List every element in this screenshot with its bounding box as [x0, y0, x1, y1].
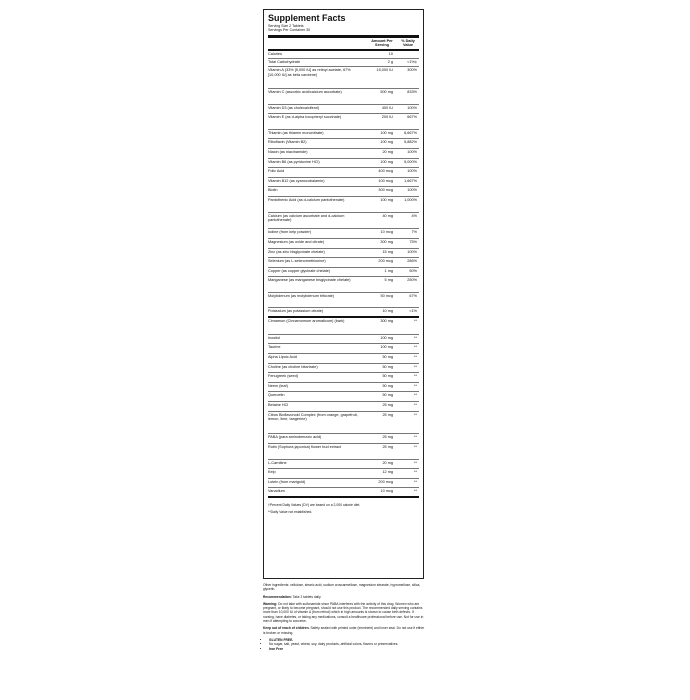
panel-title: Supplement Facts [268, 13, 346, 23]
table-row [268, 460, 419, 470]
amount-header: Amount Per Serving [371, 38, 393, 48]
table-row [268, 197, 419, 213]
nutrient-amount: 10 mcg [380, 489, 393, 494]
nutrient-name: Vitamin C (ascorbic acid/calcium ascorbate) [268, 90, 342, 94]
nutrient-amount: 50 mg [382, 393, 393, 398]
nutrient-name: Potassium (as potassium citrate) [268, 309, 324, 314]
table-row [268, 229, 419, 239]
nutrient-name: Inositol [268, 335, 281, 340]
nutrient-amount: 2 g [387, 60, 393, 65]
nutrient-amount: 20 mg [382, 149, 393, 154]
table-row [268, 354, 419, 364]
feature-item: • No sugar, salt, yeast, wheat, soy, dairy products, artificial colors, flavors or preservatives. [269, 642, 426, 646]
nutrient-amount: 50 mg [382, 383, 393, 388]
nutrient-name: Choline (as choline bitartrate) [268, 364, 318, 369]
nutrient-dv: ** [414, 374, 417, 379]
nutrient-name: Rutin (Sophora japonica) flower bud extract [268, 445, 342, 450]
nutrient-amount: 100 mcg [378, 178, 393, 183]
nutrient-name: Betaine HCl [268, 403, 289, 408]
servings-per-container: Servings Per Container 30 [268, 28, 311, 33]
nutrient-dv: 6,667% [404, 130, 417, 135]
table-row [268, 149, 419, 159]
nutrient-dv: ** [414, 470, 417, 475]
table-row [268, 114, 419, 130]
footnote-not-established: **Daily Value not established. [268, 510, 313, 515]
nutrient-amount: 15,000 IU [376, 68, 393, 73]
nutrient-name: Biotin [268, 188, 278, 193]
table-row [268, 130, 419, 140]
nutrient-name: Thiamin (as thiamin mononitrate) [268, 130, 324, 135]
nutrient-amount: 100 mg [380, 335, 393, 340]
table-row [268, 293, 419, 309]
nutrient-amount: 100 mg [380, 345, 393, 350]
table-row [268, 159, 419, 169]
table-row [268, 105, 419, 115]
nutrient-dv: 75% [409, 239, 417, 244]
nutrient-name: Zinc (as zinc bisglycinate chelate) [268, 249, 325, 254]
table-row [268, 383, 419, 393]
nutrient-name: Cinnamon (Cinnamomum aromaticum) (bark) [268, 319, 345, 324]
nutrient-amount: 300 mcg [378, 188, 393, 193]
nutrient-dv: 667% [407, 115, 417, 120]
nutrient-amount: 100 mg [380, 130, 393, 135]
nutrient-amount: 200 mcg [378, 259, 393, 264]
nutrient-name: L-Carnitine [268, 460, 287, 465]
nutrient-dv: ** [414, 364, 417, 369]
nutrient-amount: 50 mcg [380, 293, 393, 298]
nutrient-name: Vanadium [268, 489, 285, 494]
nutrient-dv: 100% [407, 149, 417, 154]
nutrient-dv: ** [414, 445, 417, 450]
nutrient-name: Riboflavin (Vitamin B2) [268, 140, 307, 145]
nutrient-amount: 1 mg [384, 268, 393, 273]
table-row [268, 139, 419, 149]
nutrient-table [268, 51, 419, 498]
nutrient-dv: 100% [407, 188, 417, 193]
nutrient-dv: ** [414, 412, 417, 417]
nutrient-amount: 40 mg [382, 213, 393, 218]
keep-out-of-reach: Keep out of reach of children. Safety sealed with printed outer (imminent) and inner seal. Do not use if either is broken or missing. [263, 626, 425, 635]
nutrient-name: Taurine [268, 345, 281, 350]
nutrient-dv: ** [414, 355, 417, 360]
nutrient-dv: ** [414, 479, 417, 484]
table-row [268, 434, 419, 444]
nutrient-dv: 100% [407, 249, 417, 254]
nutrient-dv: ** [414, 403, 417, 408]
nutrient-name: Vitamin E (as d-alpha tocopheryl succinate) [268, 115, 342, 120]
nutrient-amount: 10 [388, 51, 393, 56]
nutrient-dv: 1,000% [404, 197, 417, 202]
warning: Warning: Do not take with sulfonamide since PABA interferes with the activity of this drug. Women who are pregnant, or likely to become pregnant, should not use this product. The recommended daily serving contains more than 10,000 IU of vitamin A (from retinol) which in high amounts is shown to cause birth defects. If nursing, have diabetes, or taking any medications, consult a healthcare professional before use. Not for use in men if attempting to conceive. [263, 601, 424, 624]
table-row [268, 469, 419, 479]
nutrient-dv: <1%‡ [407, 60, 417, 65]
nutrient-name: Neem (leaf) [268, 383, 288, 388]
table-row [268, 67, 419, 89]
nutrient-amount: 200 mcg [378, 479, 393, 484]
nutrient-amount: 15 mg [382, 249, 393, 254]
nutrient-dv: 100% [407, 105, 417, 110]
nutrient-dv: 1,667% [404, 178, 417, 183]
table-row [268, 277, 419, 293]
nutrient-dv [395, 51, 419, 58]
nutrient-name: Niacin (as niacinamide) [268, 149, 308, 154]
nutrient-name: Lutein (from marigold) [268, 479, 306, 484]
nutrient-amount: 5 mg [384, 278, 393, 283]
table-row [268, 258, 419, 268]
table-row [268, 335, 419, 345]
nutrient-name: Vitamin B12 (as cyanocobalamin) [268, 178, 325, 183]
nutrient-amount: 100 mg [380, 197, 393, 202]
nutrient-name: Kelp [268, 470, 276, 475]
nutrient-amount: 50 mg [382, 355, 393, 360]
recommendation: Recommendation: Take 2 tablets daily. [263, 594, 322, 599]
nutrient-amount: 200 IU [381, 115, 393, 120]
footnote-dv: †Percent Daily Values (DV) are based on a 2,000 calorie diet. [268, 502, 361, 507]
nutrient-name: Manganese (as manganese bisglycinate chelate) [268, 278, 351, 283]
nutrient-dv: 300% [407, 68, 417, 73]
nutrient-amount: 20 mg [382, 460, 393, 465]
nutrient-dv: 286% [407, 259, 417, 264]
nutrient-name: Iodine (from kelp powder) [268, 230, 312, 235]
table-row [268, 444, 419, 460]
table-row [268, 168, 419, 178]
nutrient-name: Molybdenum (as molybdenum trifurate) [268, 293, 335, 298]
nutrient-name: Copper (as copper glycinate chelate) [268, 268, 331, 273]
nutrient-dv: 50% [409, 268, 417, 273]
nutrient-dv: ** [414, 345, 417, 350]
nutrient-dv: 4% [411, 213, 417, 218]
nutrient-name: Pantothenic Acid (as d-calcium pantothenate) [268, 197, 345, 202]
nutrient-name: Total Carbohydrate [268, 60, 301, 65]
nutrient-amount: 500 mg [380, 90, 393, 94]
nutrient-amount: 25 mg [382, 445, 393, 450]
nutrient-dv: ** [414, 393, 417, 398]
label-text-below [263, 583, 426, 651]
nutrient-amount: 50 mg [382, 374, 393, 379]
nutrient-name: Calcium (as calcium ascorbate and d-calcium pantothenate) [268, 213, 345, 222]
nutrient-dv: 7% [411, 230, 417, 235]
nutrient-amount: 10 mg [382, 309, 393, 314]
table-row [268, 51, 419, 59]
table-row [268, 249, 419, 259]
nutrient-amount: 100 mg [380, 140, 393, 145]
nutrient-amount: 100 mg [380, 159, 393, 164]
nutrient-name: PABA (para aminobenzoic acid) [268, 435, 322, 440]
nutrient-amount: 300 mg [380, 239, 393, 244]
table-row [268, 239, 419, 249]
dv-header: % Daily Value [401, 38, 415, 48]
nutrient-dv: 67% [409, 293, 417, 298]
table-row [268, 479, 419, 489]
table-row [268, 373, 419, 383]
table-row [268, 344, 419, 354]
column-header [268, 38, 419, 51]
nutrient-name: Selenium (as L-selenomethionine) [268, 259, 326, 264]
feature-item: • Iron Free [269, 647, 426, 651]
nutrient-name: Vitamin D3 (as cholecalciferol) [268, 105, 320, 110]
feature-item: • GLUTEN FREE. [269, 638, 426, 642]
nutrient-dv: ** [414, 383, 417, 388]
nutrient-dv: ** [414, 460, 417, 465]
table-row [268, 488, 419, 498]
nutrient-name: Vitamin B6 (as pyridoxine HCl) [268, 159, 320, 164]
nutrient-amount: 25 mg [382, 412, 393, 417]
nutrient-dv: 100% [407, 169, 417, 174]
table-row [268, 364, 419, 374]
nutrient-amount: 400 mcg [378, 169, 393, 174]
nutrient-name: Fenugreek (seed) [268, 374, 298, 379]
nutrient-dv: 833% [407, 90, 417, 94]
table-row [268, 268, 419, 278]
supplement-facts-panel [263, 9, 424, 579]
table-row [268, 59, 419, 67]
nutrient-name: Quercetin [268, 393, 285, 398]
other-ingredients: Other ingredients: cellulose, stearic acid, sodium croscarmellose, magnesium stearate, hypromellose, silica, glycerin. [263, 583, 421, 592]
nutrient-name: Vitamin A (33% [5,000 IU] as retinyl acetate, 67% [10,000 IU] as beta carotene) [268, 68, 351, 77]
nutrient-name: Magnesium (as oxide and citrate) [268, 239, 325, 244]
nutrient-dv: ** [414, 435, 417, 440]
nutrient-amount: 10 mcg [380, 230, 393, 235]
feature-list [263, 638, 426, 651]
table-row [268, 402, 419, 412]
nutrient-amount: 50 mg [382, 364, 393, 369]
table-row [268, 89, 419, 105]
nutrient-dv: 250% [407, 278, 417, 283]
nutrient-amount: 400 IU [381, 105, 393, 110]
nutrient-amount: 25 mg [382, 403, 393, 408]
table-row [268, 213, 419, 230]
table-row [268, 308, 419, 318]
table-row [268, 392, 419, 402]
table-row [268, 412, 419, 435]
nutrient-name: Alpha Lipoic Acid [268, 355, 297, 360]
nutrient-name: Calories [268, 51, 282, 56]
nutrient-dv: ** [414, 335, 417, 340]
nutrient-dv: 5,000% [404, 159, 417, 164]
nutrient-name: Folic Acid [268, 169, 285, 174]
table-row [268, 318, 419, 335]
serving-size: Serving Size 2 Tablets [268, 24, 304, 28]
nutrient-dv: 5,882% [404, 140, 417, 145]
table-row [268, 187, 419, 197]
nutrient-dv: ** [414, 319, 417, 324]
nutrient-amount: 300 mg [380, 319, 393, 324]
table-row [268, 178, 419, 188]
nutrient-name: Citrus Bioflavonoid Complex (from orange, grapefruit, lemon, lime, tangerine) [268, 412, 358, 422]
nutrient-amount: 25 mg [382, 435, 393, 440]
nutrient-amount: 12 mg [382, 470, 393, 475]
nutrient-dv: ** [414, 489, 417, 494]
nutrient-dv: <1% [409, 309, 417, 314]
